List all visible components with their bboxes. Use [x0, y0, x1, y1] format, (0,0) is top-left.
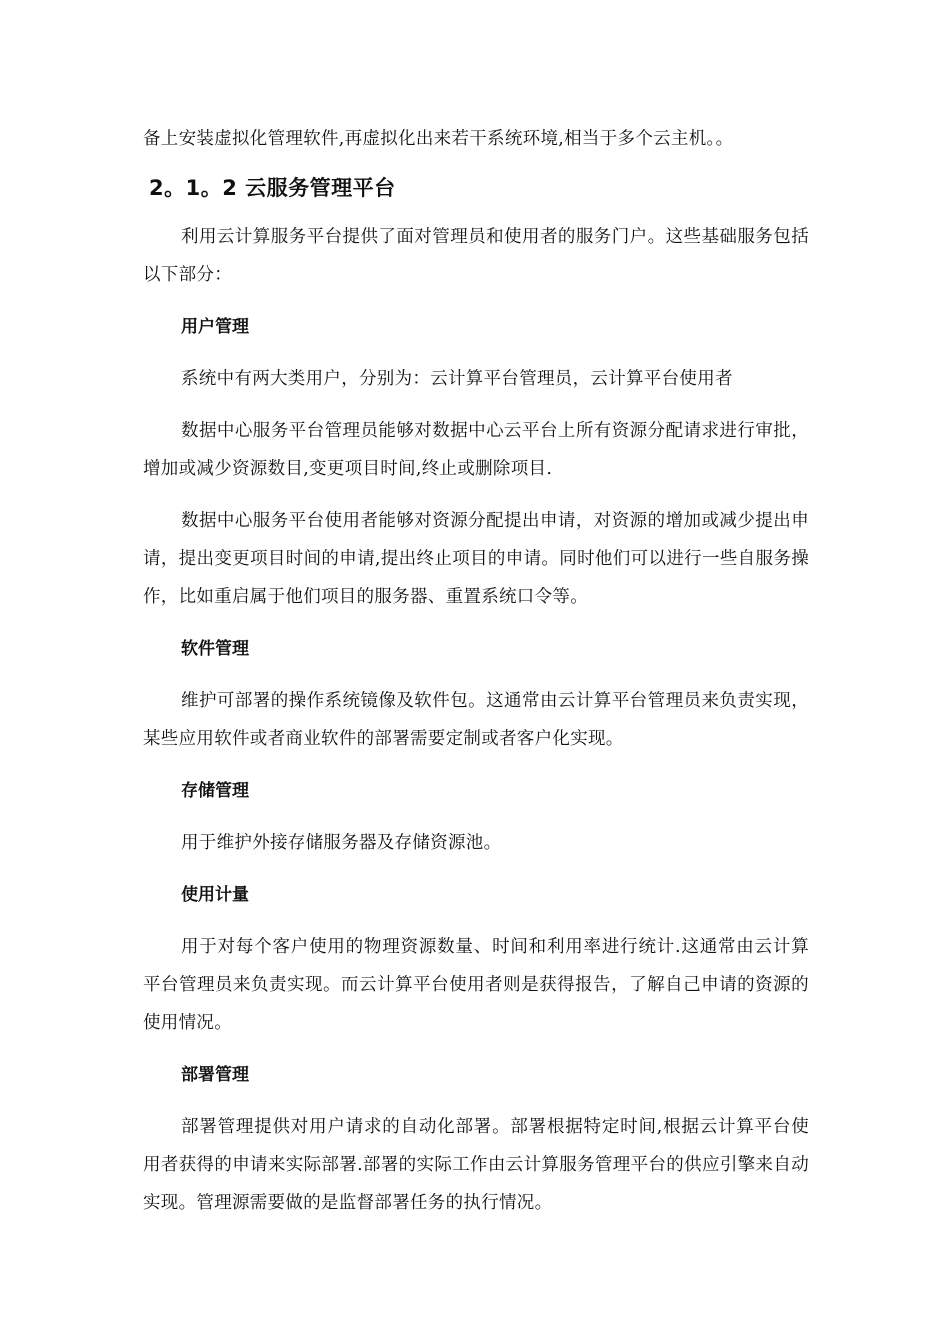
spacer — [143, 488, 809, 502]
software-mgmt-paragraph: 维护可部署的操作系统镜像及软件包。这通常由云计算平台管理员来负责实现，某些应用软件或者商业软件的部署需要定制或者客户化实现。 — [143, 691, 809, 749]
spacer — [143, 862, 809, 876]
subheading-software-management: 软件管理 — [181, 639, 249, 659]
spacer — [143, 398, 809, 412]
user-mgmt-paragraph-1: 系统中有两大类用户，分别为：云计算平台管理员，云计算平台使用者 — [181, 369, 733, 389]
user-mgmt-paragraph-2: 数据中心服务平台管理员能够对数据中心云平台上所有资源分配请求进行审批，增加或减少资源数目,变更项目时间,终止或删除项目. — [143, 421, 809, 479]
spacer — [143, 914, 809, 928]
spacer — [143, 1042, 809, 1056]
continuation-paragraph: 备上安装虚拟化管理软件,再虚拟化出来若干系统环境,相当于多个云主机。。 — [143, 129, 734, 149]
spacer — [143, 346, 809, 360]
user-mgmt-paragraph-3: 数据中心服务平台使用者能够对资源分配提出申请，对资源的增加或减少提出申请，提出变更项目时间的申请,提出终止项目的申请。同时他们可以进行一些自服务操作，比如重启属于他们项目的服务器、重置系统口令等。 — [143, 511, 809, 607]
spacer — [143, 758, 809, 772]
spacer — [143, 294, 809, 308]
spacer — [143, 616, 809, 630]
subheading-deployment-management: 部署管理 — [181, 1065, 249, 1085]
spacer — [143, 210, 809, 218]
subheading-usage-metering: 使用计量 — [181, 885, 249, 905]
subheading-user-management: 用户管理 — [181, 317, 249, 337]
subheading-storage-management: 存储管理 — [181, 781, 249, 801]
deployment-mgmt-paragraph: 部署管理提供对用户请求的自动化部署。部署根据特定时间,根据云计算平台使用者获得的申请来实际部署.部署的实际工作由云计算服务管理平台的供应引擎来自动实现。管理源需要做的是监督部署任务的执行情况。 — [143, 1117, 809, 1213]
storage-mgmt-paragraph: 用于维护外接存储服务器及存储资源池。 — [181, 833, 502, 853]
section-heading: 2。1。2 云服务管理平台 — [149, 176, 396, 200]
spacer — [143, 668, 809, 682]
document-body — [143, 120, 809, 1222]
usage-metering-paragraph: 用于对每个客户使用的物理资源数量、时间和利用率进行统计.这通常由云计算平台管理员来负责实现。而云计算平台使用者则是获得报告，了解自己申请的资源的使用情况。 — [143, 937, 809, 1033]
spacer — [143, 158, 809, 166]
intro-paragraph: 利用云计算服务平台提供了面对管理员和使用者的服务门户。这些基础服务包括以下部分： — [143, 227, 809, 285]
spacer — [143, 1094, 809, 1108]
spacer — [143, 810, 809, 824]
